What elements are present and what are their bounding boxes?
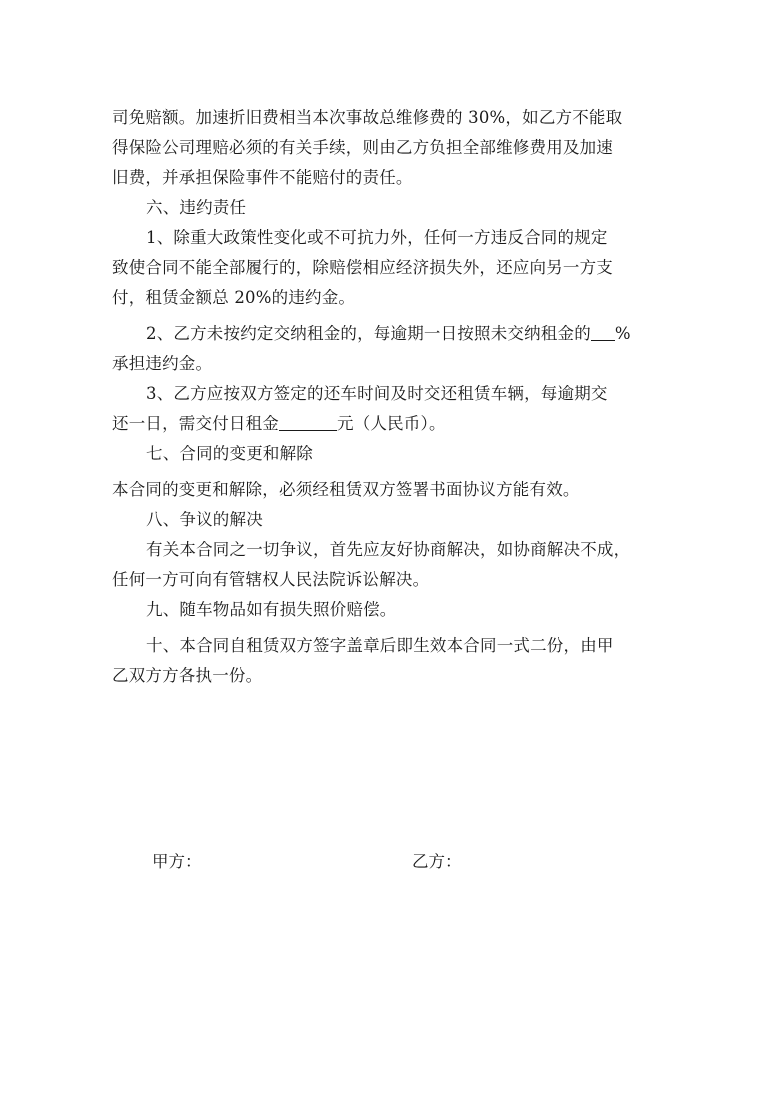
section-heading-6: 六、违约责任 <box>146 198 247 217</box>
fill-blank <box>279 414 337 431</box>
section-heading-9: 九、随车物品如有损失照价赔偿。 <box>146 600 397 619</box>
clause-text: 还一日，需交付日租金 <box>112 414 279 433</box>
paragraph-line: 1、除重大政策性变化或不可抗力外，任何一方违反合同的规定 <box>146 228 608 247</box>
section-heading-10: 十、本合同自租赁双方签字盖章后即生效本合同一式二份，由甲 <box>146 636 614 655</box>
section-heading-8: 八、争议的解决 <box>146 510 263 529</box>
clause-text: 2、乙方未按约定交纳租金的，每逾期一日按照未交纳租金的 <box>146 324 591 343</box>
paragraph-line: 得保险公司理赔必须的有关手续，则由乙方负担全部维修费用及加速 <box>112 138 613 157</box>
paragraph-line: 承担违约金。 <box>112 354 213 373</box>
paragraph-line: 旧费，并承担保险事件不能赔付的责任。 <box>112 168 413 187</box>
paragraph-line: 有关本合同之一切争议，首先应友好协商解决，如协商解决不成， <box>146 540 631 559</box>
clause-text: 元（人民币）。 <box>337 414 446 433</box>
party-a-signature-label: 甲方： <box>152 852 202 871</box>
paragraph-line: 致使合同不能全部履行的，除赔偿相应经济损失外，还应向另一方支 <box>112 258 613 277</box>
paragraph-line: 任何一方可向有管辖权人民法院诉讼解决。 <box>112 570 430 589</box>
fill-blank <box>591 324 615 341</box>
paragraph-line: 乙双方方各执一份。 <box>112 666 263 685</box>
section-heading-7: 七、合同的变更和解除 <box>146 444 313 463</box>
party-b-signature-label: 乙方： <box>412 852 462 871</box>
paragraph-line: 3、乙方应按双方签定的还车时间及时交还租赁车辆，每逾期交 <box>146 384 608 403</box>
paragraph-line: 本合同的变更和解除，必须经租赁双方签署书面协议方能有效。 <box>112 480 580 499</box>
paragraph-line <box>146 324 631 344</box>
percent-sign: % <box>614 324 631 343</box>
paragraph-line: 付，租赁金额总 20%的违约金。 <box>112 288 356 307</box>
paragraph-line <box>112 414 446 434</box>
paragraph-line: 司免赔额。加速折旧费相当本次事故总维修费的 30%，如乙方不能取 <box>112 108 623 127</box>
